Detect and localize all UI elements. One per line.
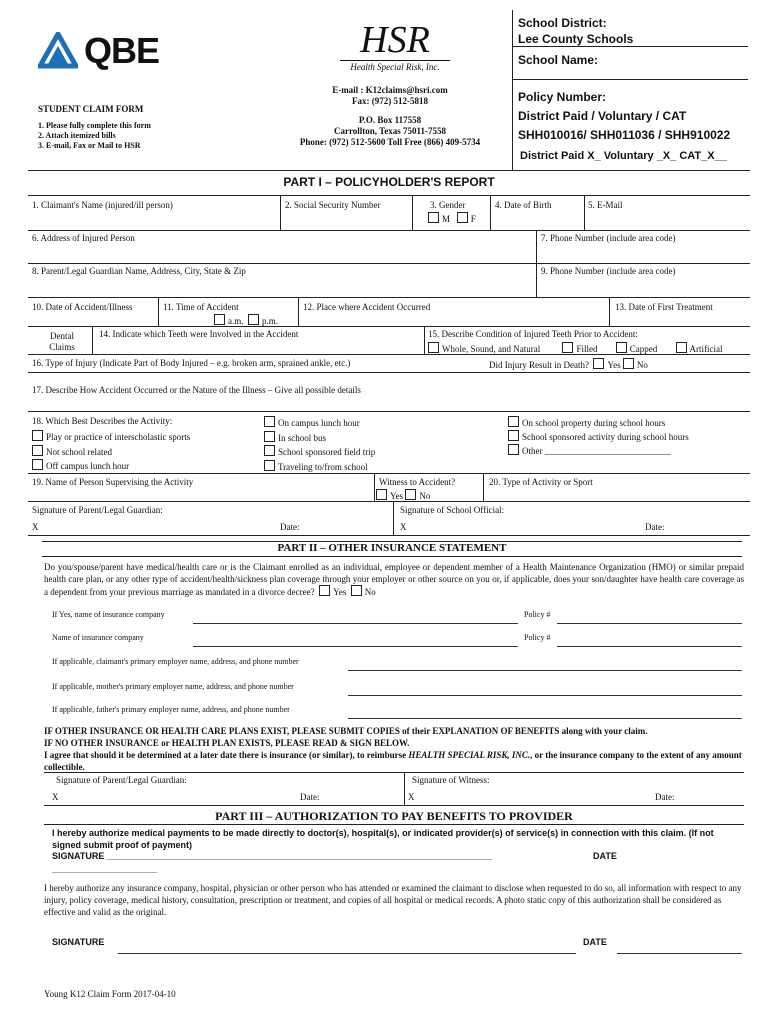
- gender-f-checkbox[interactable]: [457, 212, 468, 223]
- qbe-logo: [38, 30, 168, 74]
- other-ins-no-checkbox[interactable]: [351, 585, 362, 596]
- activity-checkbox[interactable]: [264, 445, 275, 456]
- part2-guardian-signature-label: Signature of Parent/Legal Guardian:: [56, 775, 187, 785]
- capped-checkbox[interactable]: [616, 342, 627, 353]
- policy-line-1[interactable]: [557, 623, 742, 624]
- guardian-phone-field[interactable]: 9. Phone Number (include area code): [541, 266, 676, 276]
- contact-phone: Phone: (972) 512-5600 Toll Free (866) 409-5734: [299, 137, 481, 147]
- gender-label: 3. Gender: [430, 200, 466, 210]
- whole-checkbox[interactable]: [428, 342, 439, 353]
- qbe-logo-icon: [38, 32, 78, 72]
- form-title: STUDENT CLAIM FORM: [38, 104, 144, 114]
- artificial-label: Artificial: [689, 344, 723, 354]
- am-label: a.m.: [228, 316, 244, 326]
- hsr-logo: [340, 20, 450, 80]
- activity-option[interactable]: [32, 430, 190, 445]
- activity-checkbox[interactable]: [264, 460, 275, 471]
- activity-option-label: Not school related: [46, 446, 112, 457]
- other-insurance-text: Do you/spouse/parent have medical/health care or is the Claimant enrolled as an individual, employee or dependent member of a Health Maintenance Organization (HMO) or similar prepaid health care plan, or any other type of accident/health/sickness plan coverage through your employer or other source on you or, if applicable, does your son/daughter have health care coverage as a dependent from your previous marriage as mandated in a divorce decree?: [44, 562, 744, 597]
- activity-option[interactable]: [264, 431, 375, 446]
- school-district-value: Lee County Schools: [518, 32, 634, 46]
- activity-checkbox[interactable]: [508, 430, 519, 441]
- teeth-condition-label: 15. Describe Condition of Injured Teeth Prior to Accident:: [428, 329, 638, 339]
- pm-label: p.m.: [262, 316, 279, 326]
- accident-date-field[interactable]: 10. Date of Accident/Illness: [32, 302, 133, 312]
- gender-m-checkbox[interactable]: [428, 212, 439, 223]
- email-field[interactable]: 5. E-Mail: [588, 200, 623, 210]
- activity-option[interactable]: [264, 460, 375, 475]
- other-ins-yes-checkbox[interactable]: [319, 585, 330, 596]
- other-insurance-question: [44, 561, 744, 598]
- other-ins-yes-label: Yes: [333, 587, 347, 597]
- guardian-signature-date[interactable]: Date:: [280, 522, 300, 532]
- activity-checkbox[interactable]: [508, 416, 519, 427]
- payment-authorization: I hereby authorize medical payments to be made directly to doctor(s), hospital(s), or indicated provider(s) of service(s) in connection with this claim. (If not signed submit proof of payment): [52, 828, 714, 850]
- death-yes-label: Yes: [607, 360, 621, 370]
- witness-label: Witness to Accident?: [379, 477, 456, 487]
- official-signature-label: Signature of School Official:: [400, 505, 505, 515]
- notice-line-3: [44, 749, 744, 773]
- death-question: [489, 358, 648, 371]
- notice-line-3b: HEALTH SPECIAL RISK, INC.: [408, 750, 531, 760]
- insurance-company-yes-label: If Yes, name of insurance company: [52, 610, 165, 619]
- activity-option-label: On campus lunch hour: [278, 418, 360, 428]
- instructions: [38, 121, 151, 151]
- teeth-involved-field[interactable]: 14. Indicate which Teeth were Involved in the Accident: [99, 329, 299, 339]
- father-employer-label: If applicable, father's primary employer name, address, and phone number: [52, 705, 290, 714]
- instruction-item: 2. Attach itemized bills: [38, 131, 116, 140]
- guardian-signature-x[interactable]: X: [32, 522, 39, 532]
- policy-numbers: SHH010016/ SHH011036 / SHH910022: [518, 128, 731, 142]
- final-date-line[interactable]: [617, 953, 742, 954]
- activity-checkbox[interactable]: [264, 416, 275, 427]
- activity-option[interactable]: [508, 430, 689, 444]
- activity-option[interactable]: [508, 444, 689, 458]
- activity-checkbox[interactable]: [32, 430, 43, 441]
- contact-fax: Fax: (972) 512-5818: [352, 96, 428, 106]
- activity-option[interactable]: [264, 416, 375, 431]
- activity-option[interactable]: [32, 445, 190, 460]
- policy-label-2: Policy #: [524, 633, 551, 642]
- supervisor-field[interactable]: 19. Name of Person Supervising the Activity: [32, 477, 194, 487]
- insurance-company-label: Name of insurance company: [52, 633, 144, 642]
- payment-date-line[interactable]: _____________________: [52, 864, 158, 874]
- dental-label: Dental: [50, 331, 74, 341]
- instruction-item: 1. Please fully complete this form: [38, 121, 151, 130]
- policy-selection: District Paid X_ Voluntary _X_ CAT_X__: [520, 150, 727, 162]
- activity-checkbox[interactable]: [264, 431, 275, 442]
- filled-label: Filled: [576, 344, 598, 354]
- activity-option-label: Off campus lunch hour: [46, 461, 130, 471]
- guardian-signature-label: Signature of Parent/Legal Guardian:: [32, 505, 163, 515]
- father-employer-line[interactable]: [348, 718, 742, 719]
- activity-checkbox[interactable]: [32, 445, 43, 456]
- part2-witness-date[interactable]: Date:: [655, 792, 675, 802]
- payment-date-label: DATE: [593, 851, 617, 861]
- payment-signature-line[interactable]: SIGNATURE _____________________________________________________________________________: [52, 851, 493, 861]
- phone-field[interactable]: 7. Phone Number (include area code): [541, 233, 676, 243]
- activity-checkbox[interactable]: [508, 444, 519, 455]
- filled-checkbox[interactable]: [562, 342, 573, 353]
- first-treatment-field[interactable]: 13. Date of First Treatment: [615, 302, 713, 312]
- policy-number-label: Policy Number:: [518, 90, 607, 104]
- witness-no-label: No: [419, 491, 431, 501]
- final-signature-label: SIGNATURE: [52, 937, 105, 947]
- qbe-wordmark: QBE: [84, 30, 160, 71]
- claimant-name-field[interactable]: 1. Claimant's Name (injured/ill person): [32, 200, 173, 210]
- hsr-wordmark: HSR: [360, 19, 430, 61]
- final-date-label: DATE: [583, 937, 607, 947]
- part2-title: [42, 542, 742, 554]
- guardian-field[interactable]: 8. Parent/Legal Guardian Name, Address, City, State & Zip: [32, 266, 246, 276]
- claims-label: Claims: [49, 342, 75, 352]
- part2-guardian-x[interactable]: X: [52, 792, 59, 802]
- school-name-label: School Name:: [518, 53, 599, 67]
- part2-title-text: PART II – OTHER INSURANCE STATEMENT: [277, 542, 507, 554]
- part2-witness-signature-label: Signature of Witness:: [412, 775, 490, 785]
- notice-line-2: IF NO OTHER INSURANCE or HEALTH PLAN EXISTS, PLEASE READ & SIGN BELOW.: [44, 738, 410, 748]
- final-signature-line[interactable]: [118, 953, 576, 954]
- policy-label-1: Policy #: [524, 610, 551, 619]
- am-checkbox[interactable]: [214, 314, 225, 325]
- contact-email: E-mail : K12claims@hsri.com: [332, 85, 448, 95]
- part2-witness-x[interactable]: X: [408, 792, 415, 802]
- activity-option-label: In school bus: [278, 432, 326, 443]
- accident-place-field[interactable]: 12. Place where Accident Occurred: [303, 302, 431, 312]
- notice-line-3c: , or the insurance company to the extent of any amount collectible.: [44, 750, 742, 772]
- witness-no-checkbox[interactable]: [405, 489, 416, 500]
- activity-col2: [264, 416, 375, 474]
- notice-line-3a: I agree that should it be determined at a later date there is insurance (or similar), to reimburse: [44, 750, 409, 760]
- form-version-footer: Young K12 Claim Form 2017-04-10: [44, 989, 176, 999]
- activity-checkbox[interactable]: [32, 459, 43, 470]
- part3-title: PART III – AUTHORIZATION TO PAY BENEFITS TO PROVIDER: [215, 809, 573, 823]
- death-no-label: No: [636, 360, 648, 370]
- policy-types: District Paid / Voluntary / CAT: [518, 109, 687, 123]
- activity-sport-field[interactable]: 20. Type of Activity or Sport: [489, 477, 593, 487]
- activity-option-label: School sponsored field trip: [278, 447, 376, 457]
- capped-label: Capped: [629, 344, 658, 354]
- activity-option-label: On school property during school hours: [522, 418, 666, 428]
- mother-employer-label: If applicable, mother's primary employer name, address, and phone number: [52, 682, 294, 691]
- witness-yes-checkbox[interactable]: [376, 489, 387, 500]
- address-field[interactable]: 6. Address of Injured Person: [32, 233, 135, 243]
- instruction-item: 3. E-mail, Fax or Mail to HSR: [38, 141, 141, 150]
- death-yes-checkbox[interactable]: [593, 358, 604, 369]
- school-district-label: School District:: [518, 16, 607, 30]
- contact-po-box: P.O. Box 117558: [358, 115, 422, 125]
- injury-type-field[interactable]: 16. Type of Injury (Indicate Part of Body Injured – e.g. broken arm, sprained ankle, etc.): [32, 358, 351, 368]
- hsr-tagline: Health Special Risk, Inc.: [340, 60, 450, 72]
- artificial-checkbox[interactable]: [676, 342, 687, 353]
- contact-city: Carrollton, Texas 75011-7558: [333, 126, 447, 136]
- contact-block: [270, 85, 510, 148]
- witness-yes-label: Yes: [390, 491, 404, 501]
- part2-guardian-date[interactable]: Date:: [300, 792, 320, 802]
- accident-description-field[interactable]: 17. Describe How Accident Occurred or the Nature of the Illness – Give all possible details: [32, 385, 361, 395]
- records-authorization: I hereby authorize any insurance company, hospital, physician or other person who has attended or examined the claimant to disclose when requested to do so, all information with respect to any injury, policy coverage, medical history, consultation, prescription or treatment, and copies of all hospital or medical records. A photo static copy of this authorization shall be considered as effective and valid as the original.: [44, 883, 742, 917]
- dob-field[interactable]: 4. Date of Birth: [495, 200, 552, 210]
- activity-option-label: Traveling to/from school: [278, 461, 368, 472]
- activity-option-label: School sponsored activity during school hours: [522, 432, 689, 442]
- insurance-company-line[interactable]: [193, 646, 518, 647]
- activity-col3: [508, 416, 689, 458]
- activity-option[interactable]: [264, 445, 375, 460]
- activity-col1: [32, 430, 190, 474]
- other-ins-no-label: No: [364, 587, 376, 597]
- insurance-company-yes-line[interactable]: [193, 623, 518, 624]
- claimant-employer-label: If applicable, claimant's primary employer name, address, and phone number: [52, 657, 299, 666]
- activity-option-label: Play or practice of interscholastic sports: [46, 432, 191, 442]
- whole-label: Whole, Sound, and Natural: [442, 344, 541, 354]
- official-signature-date[interactable]: Date:: [645, 522, 665, 532]
- part1-title: PART I – POLICYHOLDER'S REPORT: [283, 175, 495, 189]
- accident-time-label: 11. Time of Accident: [163, 302, 239, 312]
- dental-claims-label: [44, 331, 80, 353]
- activity-label: 18. Which Best Describes the Activity:: [32, 416, 173, 426]
- other-insurance-notice: [44, 725, 744, 773]
- activity-option-label: Other ____________________________: [522, 446, 671, 456]
- death-label: Did Injury Result in Death?: [489, 360, 589, 370]
- official-signature-x[interactable]: X: [400, 522, 407, 532]
- mother-employer-line[interactable]: [348, 695, 742, 696]
- policy-line-2[interactable]: [557, 646, 742, 647]
- pm-checkbox[interactable]: [248, 314, 259, 325]
- death-no-checkbox[interactable]: [623, 358, 634, 369]
- claimant-employer-line[interactable]: [348, 670, 742, 671]
- activity-option[interactable]: [508, 416, 689, 430]
- activity-option[interactable]: [32, 459, 190, 474]
- gender-m-label: M: [442, 214, 451, 224]
- gender-options: [428, 212, 476, 225]
- gender-f-label: F: [470, 214, 476, 224]
- notice-line-1: IF OTHER INSURANCE OR HEALTH CARE PLANS EXIST, PLEASE SUBMIT COPIES of their EXPLANATION OF BENEFITS along with your claim.: [44, 726, 648, 736]
- ssn-field[interactable]: 2. Social Security Number: [285, 200, 381, 210]
